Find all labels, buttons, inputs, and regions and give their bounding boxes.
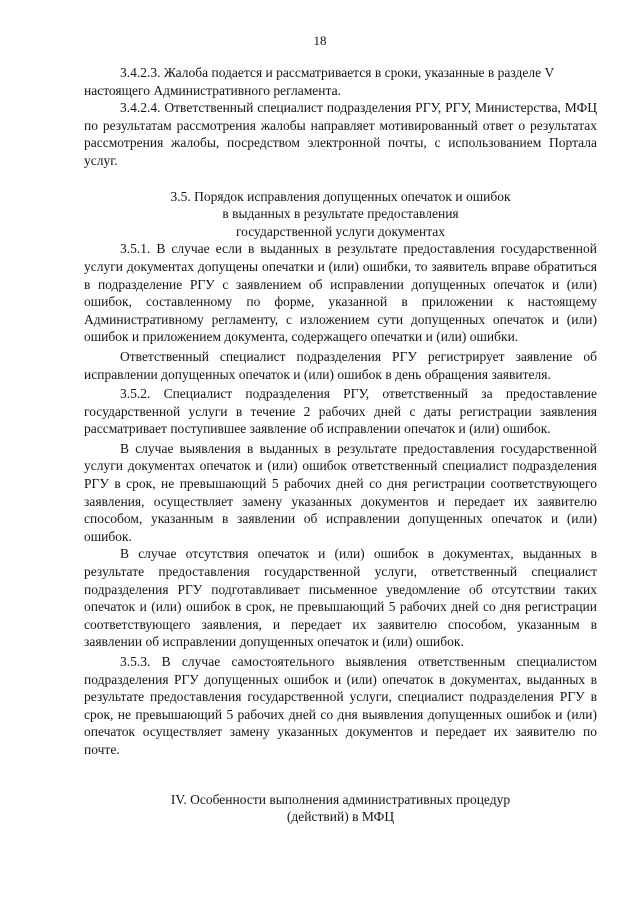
section-heading-iv bbox=[84, 791, 597, 826]
paragraph-3-5-3: 3.5.3. В случае самостоятельного выявления ответственным специалистом подразделения РГУ допущенных ошибок и (или) опечаток в документах, выданных в результате предоставления государственной услуги, специалист подразделения РГУ в срок, не превышающий 5 рабочих дней со дня выявления допущенных ошибок и (или) опечаток осуществляет замену указанных документов и передает их заявителю по почте. bbox=[84, 654, 597, 757]
heading-line: 3.5. Порядок исправления допущенных опечаток и ошибок bbox=[170, 188, 511, 204]
paragraph-3-5-2: 3.5.2. Специалист подразделения РГУ, ответственный за предоставление государственной услуги в течение 2 рабочих дней с даты регистрации заявления рассматривает поступившее заявление об исправлении опечаток и (или) ошибок. bbox=[84, 386, 597, 437]
heading-line: в выданных в результате предоставления bbox=[222, 206, 459, 222]
section-heading-3-5 bbox=[84, 188, 597, 241]
heading-line: IV. Особенности выполнения административных процедур bbox=[170, 791, 511, 807]
paragraph-3-5-1: 3.5.1. В случае если в выданных в результате предоставления государственной услуги документах допущены опечатки и (или) ошибки, то заявитель вправе обратиться в подразделение РГУ с заявлением об исправлении допущенных опечаток и (или) ошибок, составленному по форме, указанной в приложении к настоящему Административному регламенту, с изложением сути допущенных опечаток и (или) ошибок и приложением документа, содержащего опечатки и (или) ошибки. bbox=[84, 241, 597, 345]
page-number: 18 bbox=[313, 33, 327, 48]
document-body bbox=[84, 64, 597, 826]
paragraph-3-4-2-4: 3.4.2.4. Ответственный специалист подразделения РГУ, РГУ, Министерства, МФЦ по результатам рассмотрения жалобы направляет мотивированный ответ о результатах рассмотрения жалобы, посредством электронной почты, с использованием Портала услуг. bbox=[84, 100, 597, 168]
heading-line: (действий) в МФЦ bbox=[286, 809, 395, 825]
paragraph-3-5-1-registration: Ответственный специалист подразделения РГУ регистрирует заявление об исправлении допущенных опечаток и (или) ошибок в день обращения заявителя. bbox=[84, 348, 597, 382]
paragraph-3-5-2-errors-found: В случае выявления в выданных в результате предоставления государственной услуги документах опечаток и (или) ошибок ответственный специалист подразделения РГУ в срок, не превышающий 5 рабочих дней со дня регистрации соответствующего заявления, осуществляет замену указанных документов и передает их заявителю способом, указанным в заявлении об исправлении допущенных опечаток и (или) ошибок. bbox=[84, 440, 597, 544]
paragraph-3-4-2-3: 3.4.2.3. Жалоба подается и рассматривается в сроки, указанные в разделе V настоящего Административного регламента. bbox=[84, 65, 554, 98]
paragraph-3-5-2-no-errors: В случае отсутствия опечаток и (или) ошибок в документах, выданных в результате предоставления государственной услуги, ответственный специалист подразделения РГУ подготавливает письменное уведомление об отсутствии таких опечаток и (или) ошибок в срок, не превышающий 5 рабочих дней со дня регистрации соответствующего заявления, и передает их заявителю способом, указанным в заявлении об исправлении допущенных опечаток и (или) ошибок. bbox=[84, 546, 597, 650]
heading-line: государственной услуги документах bbox=[235, 223, 446, 239]
